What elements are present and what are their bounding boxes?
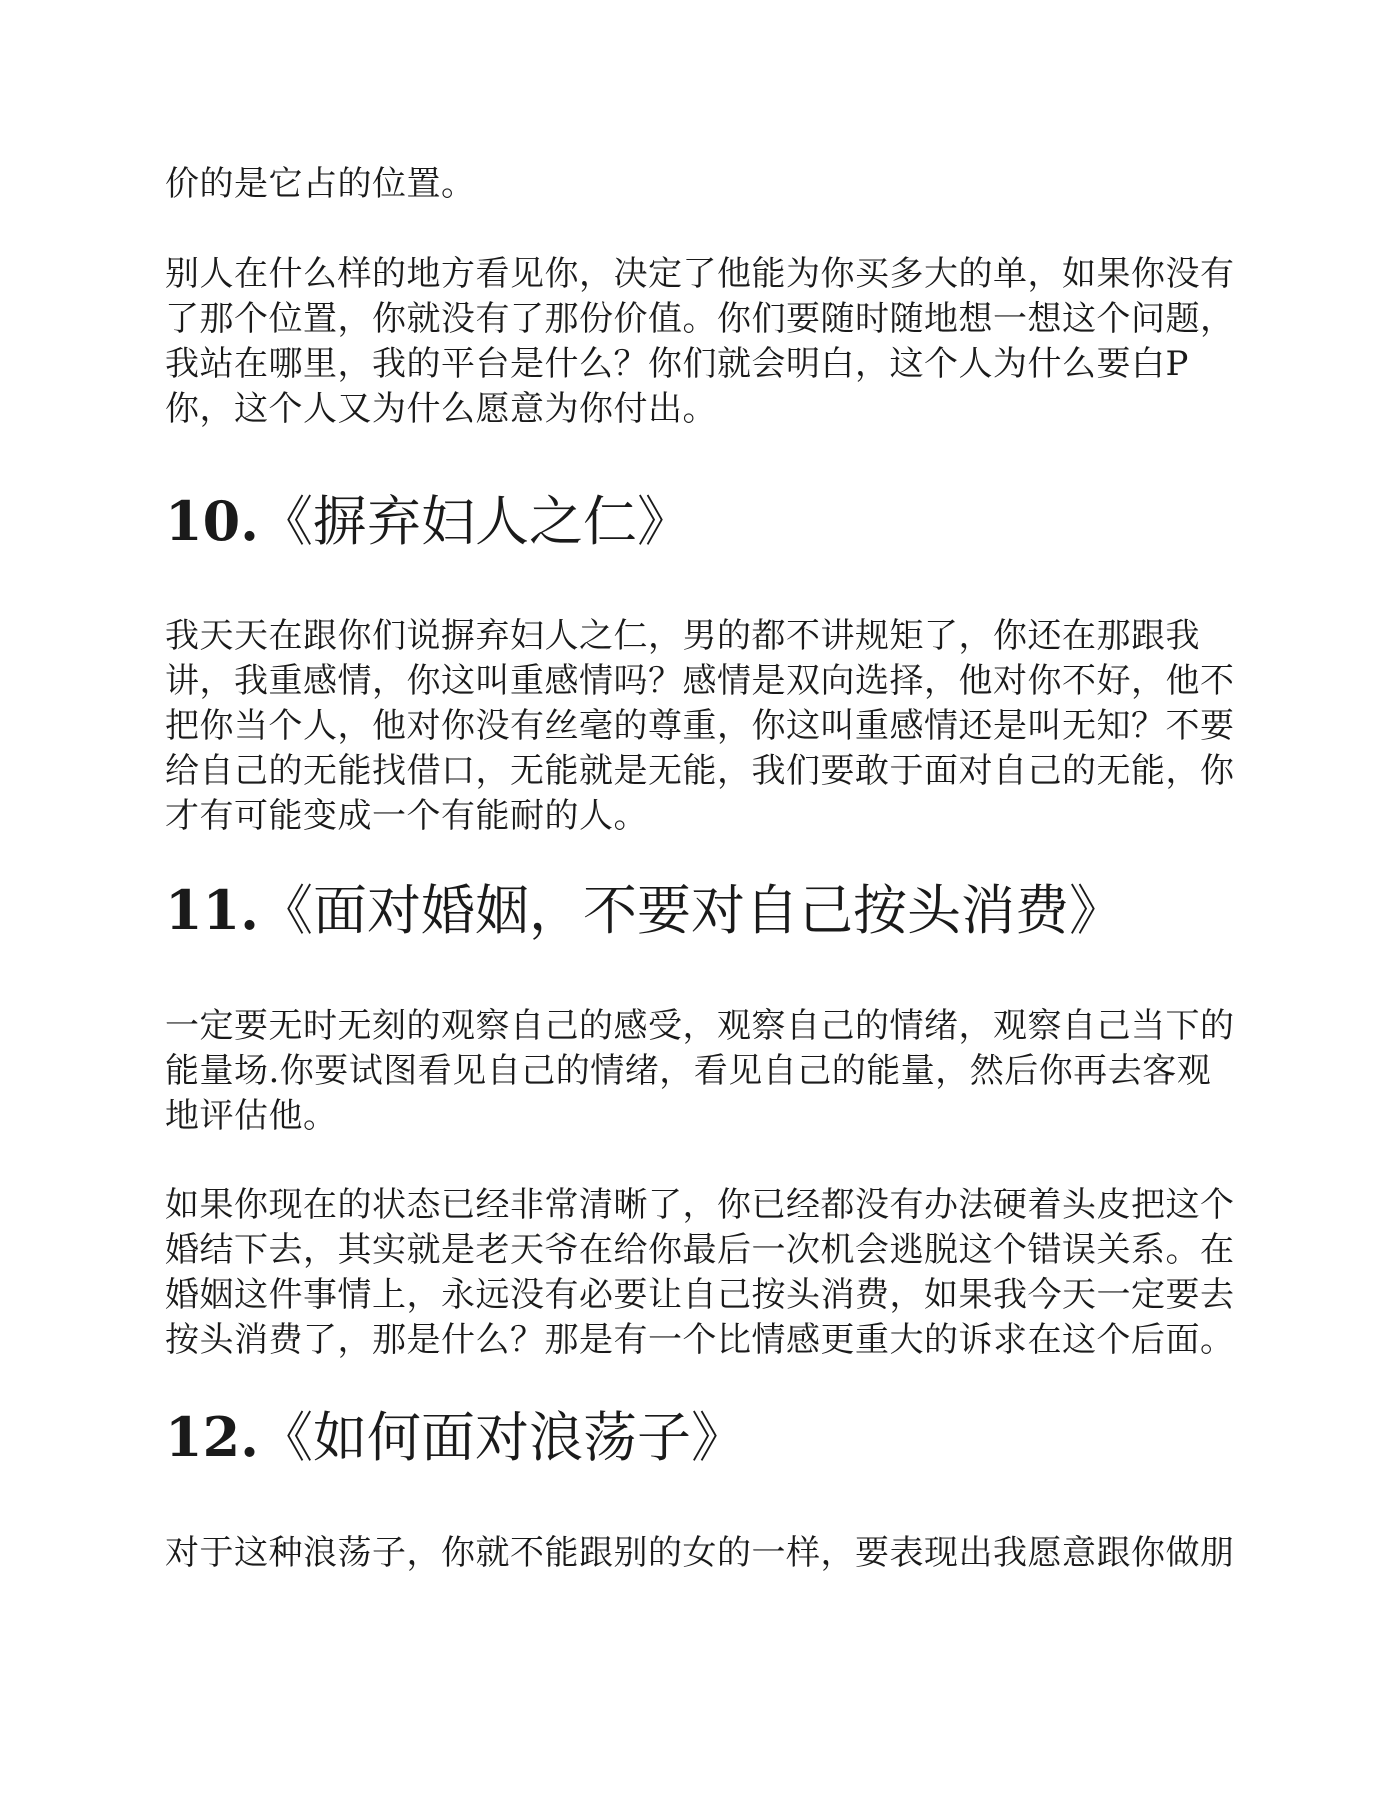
section-heading-10: [165, 491, 1235, 552]
paragraph-abandon-sentiment: 我天天在跟你们说摒弃妇人之仁，男的都不讲规矩了，你还在那跟我讲，我重感情，你这叫重感情吗？感情是双向选择，他对你不好，他不把你当个人，他对你没有丝毫的尊重，你这叫重感情还是叫无知？不要给自己的无能找借口，无能就是无能，我们要敢于面对自己的无能，你才有可能变成一个有能耐的人。: [165, 616, 1235, 836]
section-number: 12.: [165, 1405, 259, 1469]
section-title: 《面对婚姻，不要对自己按头消费》: [258, 879, 1123, 942]
section-title: 《摒弃妇人之仁》: [258, 490, 691, 553]
section-heading-12: [165, 1407, 1235, 1468]
paragraph-observe-self: 一定要无时无刻的观察自己的感受，观察自己的情绪，观察自己当下的能量场.你要试图看见自己的情绪，看见自己的能量，然后你再去客观地评估他。: [165, 1006, 1235, 1136]
paragraph-playboy: 对于这种浪荡子，你就不能跟别的女的一样，要表现出我愿意跟你做朋: [165, 1533, 1235, 1573]
paragraph-position-value: 别人在什么样的地方看见你，决定了他能为你买多大的单，如果你没有了那个位置，你就没有了那份价值。你们要随时随地想一想这个问题，我站在哪里，我的平台是什么？你们就会明白，这个人为什么要白P你，这个人又为什么愿意为你付出。: [165, 254, 1235, 429]
section-heading-11: [165, 880, 1235, 941]
section-number: 11.: [165, 878, 259, 942]
section-number: 10.: [165, 489, 259, 553]
paragraph-marriage-clarity: 如果你现在的状态已经非常清晰了，你已经都没有办法硬着头皮把这个婚结下去，其实就是老天爷在给你最后一次机会逃脱这个错误关系。在婚姻这件事情上，永远没有必要让自己按头消费，如果我今天一定要去按头消费了，那是什么？那是有一个比情感更重大的诉求在这个后面。: [165, 1185, 1235, 1360]
paragraph-intro-tail: 价的是它占的位置。: [165, 164, 476, 204]
section-title: 《如何面对浪荡子》: [258, 1406, 745, 1469]
